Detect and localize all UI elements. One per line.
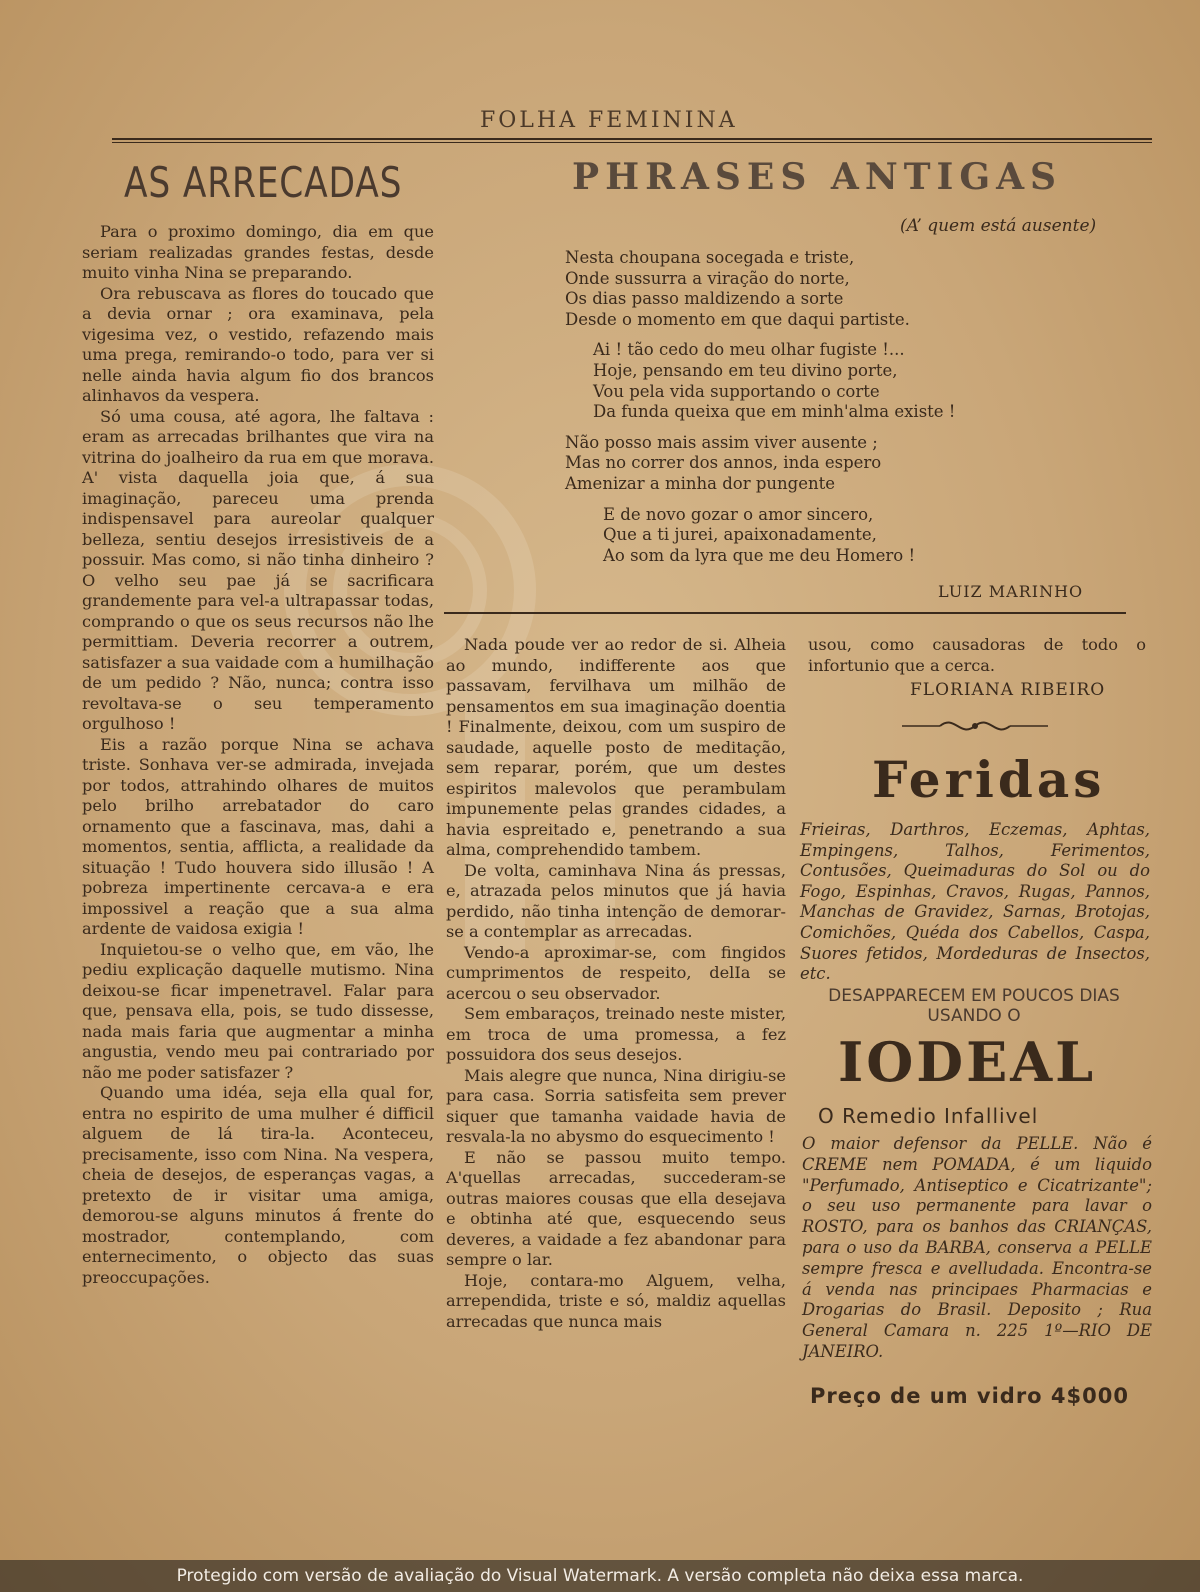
poem-line: Ai ! tão cedo do meu olhar fugiste !... — [593, 340, 905, 360]
ad-price: Preço de um vidro 4$000 — [810, 1384, 1129, 1408]
poem-epigraph: (A’ quem está ausente) — [900, 216, 1097, 236]
poem-line: Os dias passo maldizendo a sorte — [565, 289, 844, 309]
poem-line: Nesta choupana socegada e triste, — [565, 248, 855, 267]
story-column-right — [808, 635, 1146, 676]
header-rule — [112, 138, 1152, 143]
poem-line: Vou pela vida supportando o corte — [593, 381, 880, 401]
story-paragraph: E não se passou muito tempo. A'quellas arrecadas, succederam-se outras maiores cousas que ella desejava e obtinha até que, esquecendo seus deveres, a vaidade a fez abandonar para sempre o lar. — [446, 1147, 786, 1269]
poem-line: Que a ti jurei, apaixonadamente, — [603, 525, 877, 545]
story-paragraph: Só uma cousa, até agora, lhe faltava : eram as arrecadas brilhantes que vira na vitrina do joalheiro da rua em que morava. A' vista daquella joia que, á sua imaginação, pareceu uma prenda indispensavel para aureolar qualquer belleza, sentiu desejos irresistiveis de a possuir. Mas como, si não tinha dinheiro ? O velho seu pae já se sacrificara grandemente para vel-a ultrapassar todas, comprando o que os seus recursos não lhe permittiam. Deveria recorrer a outrem, satisfazer a sua vaidade com a humilhação de um pedido ? Não, nunca; contra isso revoltava-se o seu temperamento orgulhoso ! — [82, 406, 434, 733]
masthead: FOLHA FEMININA — [480, 108, 738, 133]
ad-product-name: IODEAL — [838, 1030, 1097, 1094]
ad-tagline: O Remedio Infallivel — [818, 1104, 1039, 1128]
story-paragraph: Eis a razão porque Nina se achava triste. Sonhava ver-se admirada, invejada por todos, attrahindo olhares de muitos pelo brilho arrebatador do caro ornamento que a fascinava, mas, dahi a momentos, sentia, afflicta, a realidade da situação ! Tudo houvera sido illusão ! A pobreza impertinente cercava-a e era impossivel a reação que a sua alma ardente de vaidosa exigia ! — [82, 734, 434, 938]
story-paragraph: Vendo-a aproximar-se, com fingidos cumprimentos de respeito, delIa se acercou o seu observador. — [446, 942, 786, 1003]
story-title: AS ARRECADAS — [124, 158, 403, 207]
poem-line: Desde o momento em que daqui partiste. — [565, 309, 910, 329]
ad-body: O maior defensor da PELLE. Não é CREME nem POMADA, é um liquido "Perfumado, Antiseptico e Cicatrizante"; o seu uso permanente para lavar o ROSTO, para os banhos das CRIANÇAS, para o uso da BARBA, conserva a PELLE sempre fresca e avelludada. Encontra-se á venda nas principaes Pharmacias e Drogarias do Brasil. Deposito ; Rua General Camara n. 225 1º—RIO DE JANEIRO. — [802, 1134, 1152, 1361]
ad-ailments: Frieiras, Darthros, Eczemas, Aphtas, Empingens, Talhos, Ferimentos, Contusões, Queimaduras do Sol ou do Fogo, Espinhas, Cravos, Rugas, Pannos, Manchas de Gravidez, Sarnas, Brotojas, Comichões, Quéda dos Cabellos, Caspa, Suores fetidos, Mordeduras de Insectos, etc. — [800, 820, 1150, 984]
story-author: FLORIANA RIBEIRO — [910, 680, 1106, 700]
section-rule — [444, 612, 1126, 614]
story-paragraph: Hoje, contara-mo Alguem, velha, arrependida, triste e só, maldiz aquellas arrecadas que nunca mais — [446, 1270, 786, 1331]
poem-body — [565, 248, 955, 576]
poem-line: Ao som da lyra que me deu Homero ! — [603, 545, 916, 565]
story-paragraph: Nada poude ver ao redor de si. Alheia ao mundo, indifferente aos que passavam, fervilhava um milhão de pensamentos em sua imaginação doentia ! Finalmente, deixou, com um suspiro de saudade, aquelle posto de meditação, sem reparar, porém, que um destes espiritos malevolos que perambulam impunemente pelas grandes cidades, a havia espreitado e, penetrando a sua alma, comprehendido tambem. — [446, 635, 786, 859]
poem-stanza — [565, 433, 955, 495]
story-paragraph: Quando uma idéa, seja ella qual for, entra no espirito de uma mulher é difficil alguem de lá tira-la. Aconteceu, precisamente, isso com Nina. Na vespera, cheia de desejos, de esperanças vagas, a pretexto de ir visitar uma amiga, demorou-se alguns minutos á frente do mostrador, contemplando, com enternecimento, o objecto das suas preoccupações. — [82, 1083, 434, 1287]
story-paragraph: Mais alegre que nunca, Nina dirigiu-se para casa. Sorria satisfeita sem prever siquer que tamanha vaidade havia de resvala-la no abysmo do esquecimento ! — [446, 1065, 786, 1146]
ad-claim: DESAPPARECEM EM POUCOS DIAS USANDO O — [828, 986, 1120, 1026]
poem-stanza — [565, 248, 955, 330]
story-paragraph: Ora rebuscava as flores do toucado que a devia ornar ; ora examinava, pela vigesima vez, o vestido, refazendo mais uma prega, remirando-o todo, para ver si nelle ainda havia algum fio dos brancos alinhavos da vespera. — [82, 283, 434, 405]
story-paragraph: usou, como causadoras de todo o infortunio que a cerca. — [808, 635, 1146, 675]
story-column-middle — [446, 635, 786, 1332]
poem-line: Mas no correr dos annos, inda espero — [565, 453, 882, 473]
story-paragraph: De volta, caminhava Nina ás pressas, e, atrazada pelos minutos que já havia perdido, não tinha intenção de demorar-se a contemplar as arrecadas. — [446, 860, 786, 941]
poem-stanza — [565, 340, 955, 422]
story-paragraph: Para o proximo domingo, dia em que seriam realizadas grandes festas, desde muito vinha Nina se preparando. — [82, 222, 434, 282]
ornament-divider — [900, 714, 1050, 738]
poem-stanza — [565, 505, 955, 567]
story-paragraph: Sem embaraços, treinado neste mister, em troca de uma promessa, a fez possuidora dos seus desejos. — [446, 1004, 786, 1064]
poem-line: Hoje, pensando em teu divino porte, — [593, 360, 898, 380]
poem-line: Da funda queixa que em minh'alma existe ! — [593, 402, 956, 422]
poem-line: Amenizar a minha dor pungente — [565, 473, 836, 493]
story-paragraph: Inquietou-se o velho que, em vão, lhe pediu explicação daquelle mutismo. Nina deixou-se ficar impenetravel. Falar para que, pensava ella, pois, se tudo dissesse, nada mais faria que augmentar a minha angustia, vendo meu pai contrariado por não me poder satisfazer ? — [82, 939, 434, 1082]
poem-title: PHRASES ANTIGAS — [572, 156, 1063, 198]
ad-title: Feridas — [872, 750, 1106, 809]
poem-line: Não posso mais assim viver ausente ; — [565, 432, 878, 452]
poem-line: E de novo gozar o amor sincero, — [603, 504, 874, 524]
poem-author: LUIZ MARINHO — [938, 582, 1084, 601]
poem-line: Onde sussurra a viração do norte, — [565, 268, 850, 288]
watermark-notice: Protegido com versão de avaliação do Visual Watermark. A versão completa não deixa essa marca. — [176, 1566, 1024, 1586]
story-column-left — [82, 222, 434, 1288]
